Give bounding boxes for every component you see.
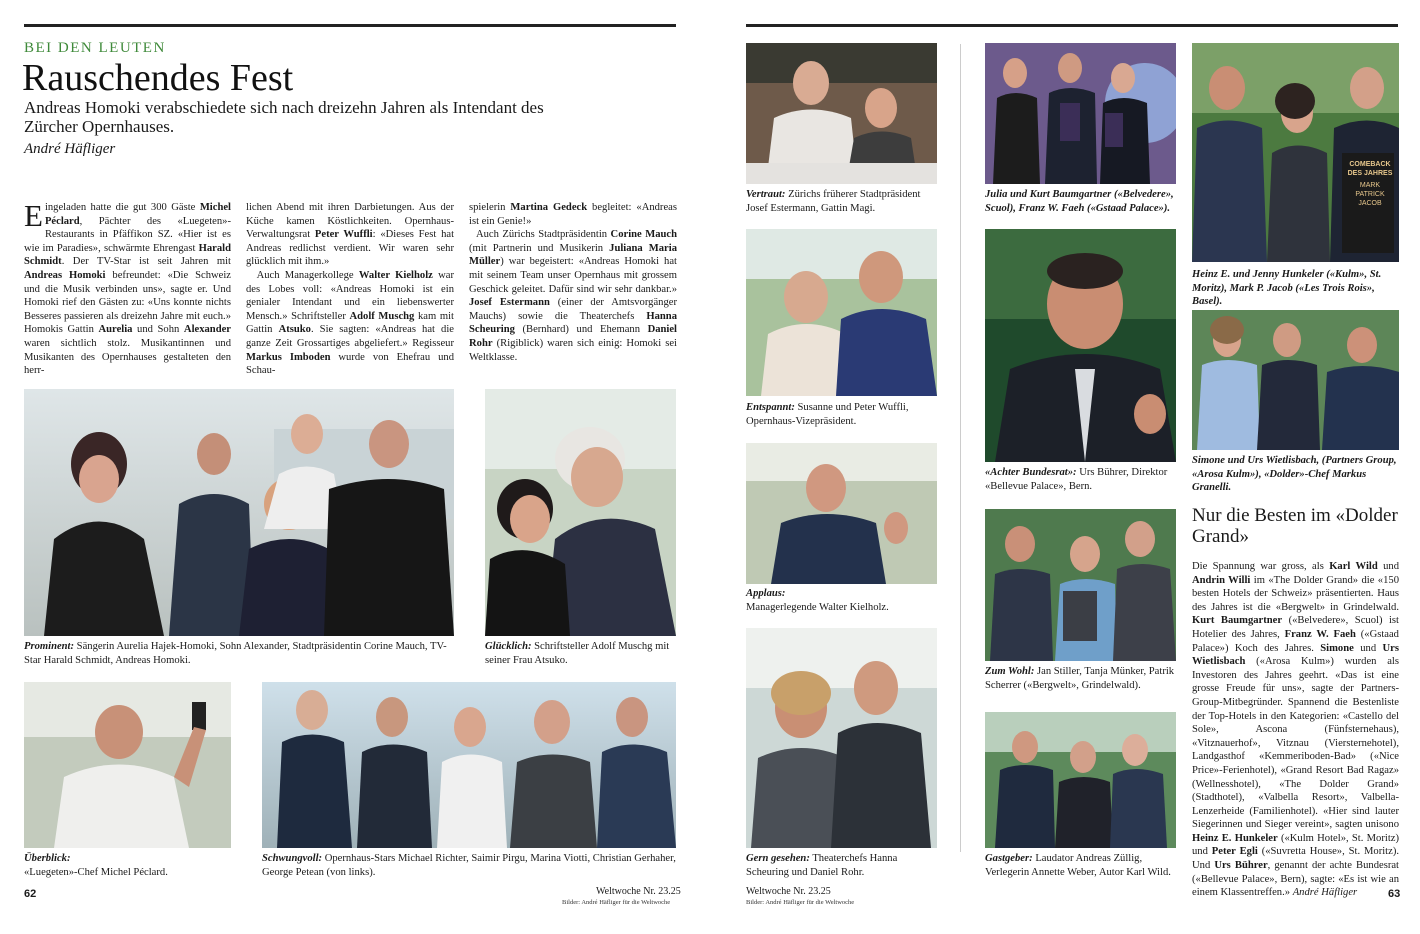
photo-zum-wohl bbox=[985, 509, 1176, 661]
photo-simone-urs-wietlisbach bbox=[1192, 310, 1399, 450]
photo-gastgeber bbox=[985, 712, 1176, 848]
photo-applaus bbox=[746, 443, 937, 584]
caption-gluecklich: Glücklich: Schriftsteller Adolf Muschg mit seiner Frau Atsuko. bbox=[485, 641, 670, 666]
photo-julia-kurt-baumgartner bbox=[985, 43, 1176, 184]
issue-label-left: Weltwoche Nr. 23.25 bbox=[596, 886, 681, 897]
photo-prominent-group bbox=[24, 389, 454, 636]
sidebar-headline: Nur die Besten im «Dolder Grand» bbox=[1192, 505, 1398, 547]
photo-achter-bundesrat bbox=[985, 229, 1176, 462]
photo-gluecklich-couple bbox=[485, 389, 676, 636]
photo-credit-left: Bilder: André Häfliger für die Weltwoche bbox=[562, 899, 671, 906]
photo-heinz-jenny-hunkeler bbox=[1192, 43, 1399, 262]
top-rule-left bbox=[24, 24, 676, 27]
photo-schwungvoll-opera-stars bbox=[262, 682, 676, 848]
caption-ueberblick: Überblick: «Luegeten»-Chef Michel Péclard. bbox=[24, 853, 168, 878]
photo-gern-gesehen bbox=[746, 628, 937, 848]
caption-gern-gesehen: Gern gesehen: Theaterchefs Hanna Scheuring und Daniel Rohr. bbox=[746, 853, 898, 878]
photo-ueberblick-selfie bbox=[24, 682, 231, 848]
caption-schwungvoll: Schwungvoll: Opernhaus-Stars Michael Richter, Saimir Pirgu, Marina Viotti, Christian Gerhaher, George Petean (von links). bbox=[262, 853, 676, 878]
drop-cap: E bbox=[24, 198, 43, 233]
caption-zum-wohl: Zum Wohl: Jan Stiller, Tanja Münker, Patrik Scherrer («Bergwelt», Grindelwald). bbox=[985, 666, 1175, 691]
page-number-left: 62 bbox=[24, 888, 37, 900]
standfirst: Andreas Homoki verabschiedete sich nach dreizehn Jahren als Intendant des Zürcher Opernhauses. bbox=[24, 98, 544, 136]
sidebar-story: Die Spannung war gross, als Karl Wild und Andrin Willi im «The Dolder Grand» die «150 besten Hotels der Schweiz» präsentierten. Haus des Jahres ist die «Bergwelt» in Grindelwald. Kurt Baumgartner («Belvedere», Scuol) ist Hotelier des Jahres, Franz W. Faeh («Gstaad Palace») Koch des Jahres. Simone und Urs Wietlisbach («Arosa Kulm») wurden als Investoren des Jahres geehrt. «Das ist eine grosse Freude für uns», sagte der Partners-Group-Mitbegründer. Spannend die Bestenliste der Top-Hotels in den Kategorien: «Castello del Sole», Ascona (Fünfsternehaus), «Vitznauerhof», Vitznau (Viersternehotel), Landgasthof «Kemmeriboden-Bad» («Nice Price»-Ferienhotel), «Grand Resort Bad Ragaz» (Wellnesshotel), «The Dolder Grand» (Stadthotel), «Valbella Resort», Valbella-Lenzerheide (Familienhotel). «Hier sind lauter Siegerinnen und Sieger vereint», sagten unisono Heinz E. Hunkeler («Kulm Hotel», St. Moritz) und Peter Egli («Suvretta House», St. Moritz). Und Urs Bührer, genannt der achte Bundesrat («Bellevue Palace», Bern), sagte: «Es ist wie an einem Klassentreffen.» André Häfliger bbox=[1192, 561, 1399, 899]
caption-julia-kurt: Julia und Kurt Baumgartner («Belvedere», Scuol), Franz W. Faeh («Gstaad Palace»). bbox=[985, 189, 1174, 214]
issue-label-right: Weltwoche Nr. 23.25 bbox=[746, 886, 831, 897]
photo-entspannt bbox=[746, 229, 937, 396]
article-column-3: spielerin Martina Gedeck begleitet: «Andreas ist ein Genie!» Auch Zürichs Stadtpräsidentin Corine Mauch (mit Partnerin und Musikerin Juliana Maria Müller) war begeistert: «Andreas Homoki hat mit seinem Team unser Opernhaus mit grossem Geschick geleitet. Dafür sind wir sehr dankbar.» Josef Estermann (einer der Amtsvorgänger Mauchs) sowie die Theaterchefs Hanna Scheuring (Bernhard) und Ehemann Daniel Rohr (Rigiblick) waren sich einig: Homoki sei Weltklasse. bbox=[469, 202, 677, 363]
photo-credit-right: Bilder: André Häfliger für die Weltwoche bbox=[746, 899, 855, 906]
caption-achter-bundesrat: «Achter Bundesrat»: Urs Bührer, Direktor «Bellevue Palace», Bern. bbox=[985, 467, 1168, 492]
caption-prominent: Prominent: Sängerin Aurelia Hajek-Homoki, Sohn Alexander, Stadtpräsidentin Corine Mauch, TV-Star Harald Schmidt, Andreas Homoki. bbox=[24, 641, 447, 666]
author-byline: André Häfliger bbox=[24, 141, 116, 157]
headline: Rauschendes Fest bbox=[22, 57, 294, 99]
column-divider bbox=[960, 44, 961, 852]
section-kicker: BEI DEN LEUTEN bbox=[24, 40, 166, 56]
page-number-right: 63 bbox=[1388, 888, 1401, 900]
caption-heinz-jenny: Heinz E. und Jenny Hunkeler («Kulm», St. Moritz), Mark P. Jacob («Les Trois Rois», Basel). bbox=[1192, 269, 1382, 308]
photo-vertraut bbox=[746, 43, 937, 184]
caption-gastgeber: Gastgeber: Laudator Andreas Züllig, Verlegerin Annette Weber, Autor Karl Wild. bbox=[985, 853, 1171, 878]
caption-entspannt: Entspannt: Susanne und Peter Wuffli, Opernhaus-Vizepräsident. bbox=[746, 402, 909, 427]
top-rule-right bbox=[746, 24, 1398, 27]
book-title-comeback: COMEBACK DES JAHRES MARK PATRICK JACOB bbox=[1347, 161, 1393, 207]
caption-applaus: Applaus: Managerlegende Walter Kielholz. bbox=[746, 588, 889, 613]
article-column-2: lichen Abend mit ihren Darbietungen. Aus der Küche kamen Köstlichkeiten. Opernhaus-Verwaltungsrat Peter Wuffli: «Dieses Fest hat Andreas redlichst verdient. Wir waren sehr glücklich mit ihm.» Auch Managerkollege Walter Kielholz war des Lobes voll: «Andreas Homoki ist ein genialer Intendant und ein liebenswerter Mensch.» Schriftsteller Adolf Muschg kam mit Gattin Atsuko. Sie sagten: «Andreas hat die ganze Zeit Grossartiges abgeliefert.» Regisseur Markus Imboden wurde von Ehefrau und Schau- bbox=[246, 202, 455, 377]
caption-vertraut: Vertraut: Zürichs früherer Stadtpräsident Josef Estermann, Gattin Magi. bbox=[746, 189, 921, 214]
article-column-1: Eingeladen hatte die gut 300 Gäste Michel Péclard, Pächter des «Luegeten»-Restaurants in Pfäffikon SZ. «Hier ist es wie im Paradies», schwärmte Ehrengast Harald Schmidt. Der TV-Star ist seit Jahren mit Andreas Homoki befreundet: «Die Schweiz und die Musik verbinden uns», sagte er. Und Homoki rief den Gästen zu: «Uns konnte nichts Besseres passieren als dreizehn Jahre mit euch.» Homokis Gattin Aurelia und Sohn Alexander waren sichtlich stolz. Musikantinnen und Musikanten des Opernhauses gestalteten den herr- bbox=[24, 198, 231, 377]
caption-simone-urs: Simone und Urs Wietlisbach, (Partners Group, «Arosa Kulm»), «Dolder»-Chef Markus Granelli. bbox=[1192, 455, 1397, 494]
